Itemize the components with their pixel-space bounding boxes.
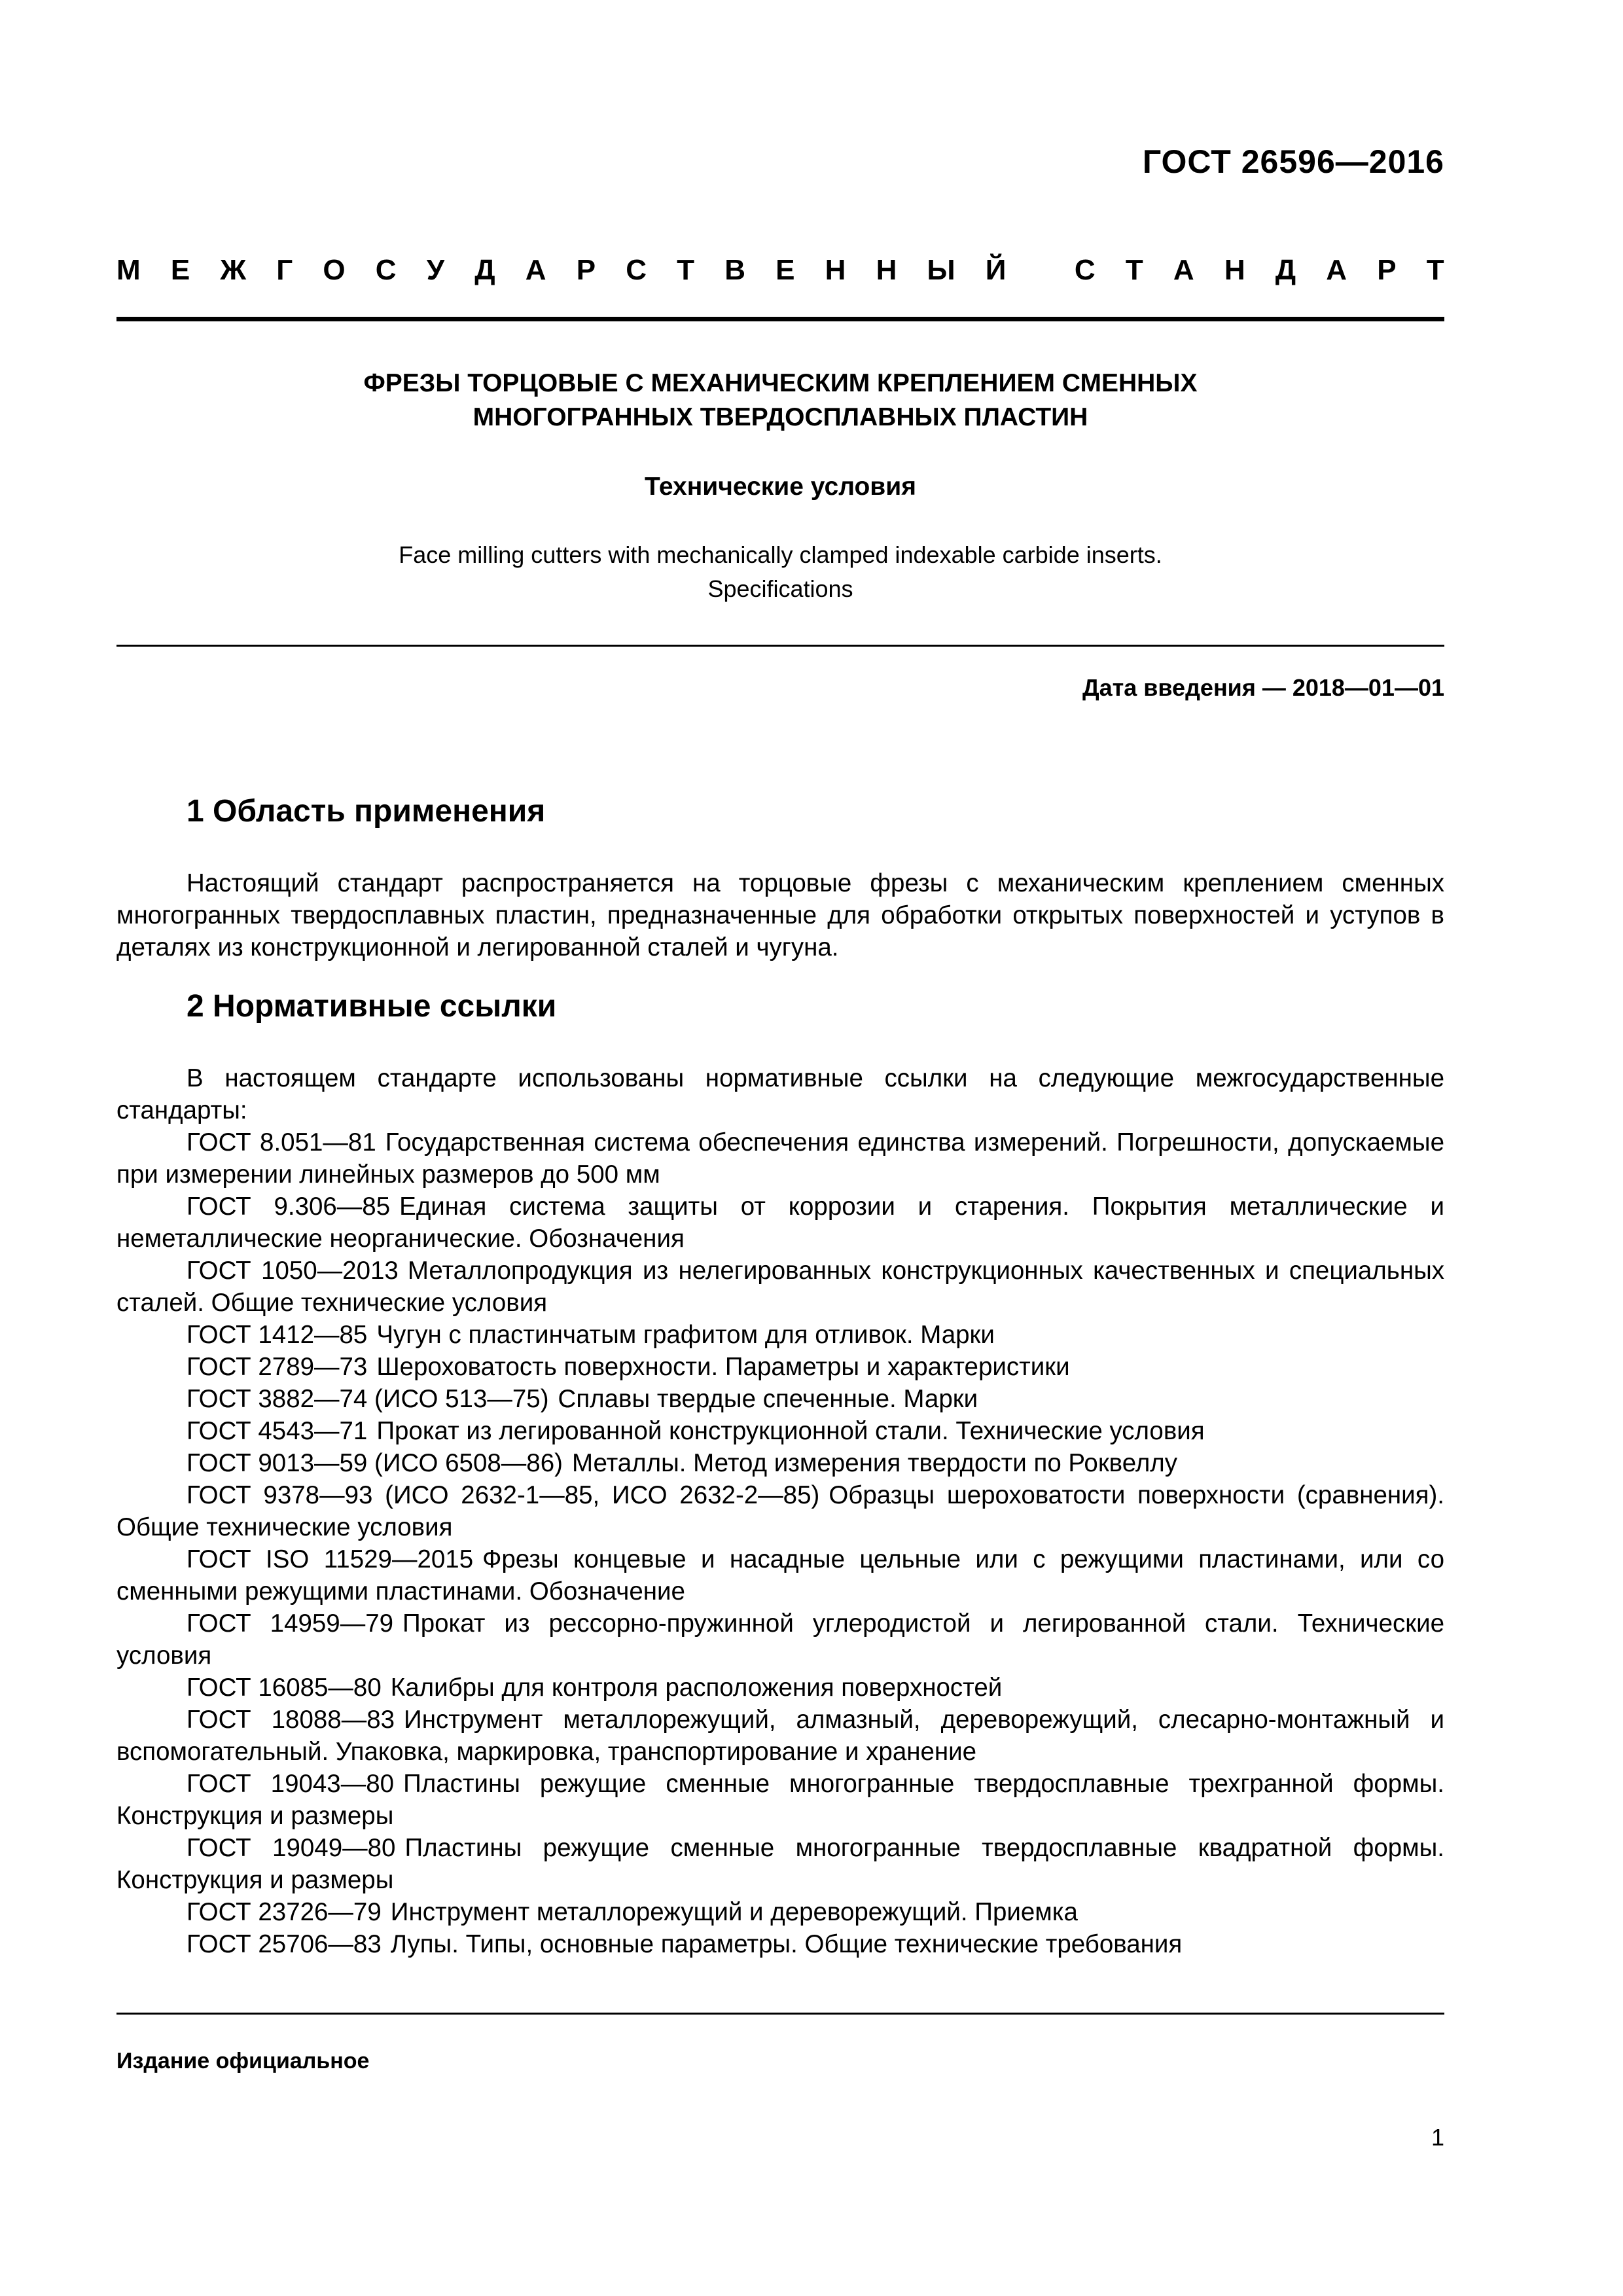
reference-code: ГОСТ 3882—74 (ИСО 513—75) <box>187 1385 549 1413</box>
section-1-text: Настоящий стандарт распространяется на торцовые фрезы с механическим креплением сменных многогранных твердосплавных пластин, предназначенные для обработки открытых поверхностей и уступов в деталях из конструкционной и легированной сталей и чугуна. <box>116 869 1444 961</box>
reference-code: ГОСТ 1050—2013 <box>187 1257 399 1285</box>
reference-item <box>116 1479 1444 1543</box>
title-line-1: ФРЕЗЫ ТОРЦОВЫЕ С МЕХАНИЧЕСКИМ КРЕПЛЕНИЕМ СМЕННЫХ <box>363 369 1198 397</box>
reference-item <box>116 1896 1444 1928</box>
english-title <box>116 538 1444 606</box>
reference-item <box>116 1832 1444 1896</box>
standard-type-letter <box>1037 254 1044 287</box>
reference-title: Пластины режущие сменные многогранные твердосплавные трехгранной формы. Конструкция и размеры <box>116 1770 1444 1830</box>
reference-item <box>116 1415 1444 1447</box>
reference-title: Единая система защиты от коррозии и старения. Покрытия металлические и неметаллические неорганические. Обозначения <box>116 1193 1444 1253</box>
reference-title: Государственная система обеспечения единства измерений. Погрешности, допускаемые при измерении линейных размеров до 500 мм <box>116 1128 1444 1189</box>
standard-type-letter: Т <box>1426 254 1444 286</box>
reference-item <box>116 1543 1444 1607</box>
section-2-intro: В настоящем стандарте использованы нормативные ссылки на следующие межгосударственные стандарты: <box>116 1064 1444 1124</box>
reference-title: Металлопродукция из нелегированных конструкционных качественных и специальных сталей. Общие технические условия <box>116 1257 1445 1317</box>
reference-code: ГОСТ 14959—79 <box>187 1609 394 1638</box>
standard-type-letter: Д <box>1275 254 1296 286</box>
reference-item <box>116 1672 1444 1704</box>
reference-item <box>116 1704 1444 1768</box>
standard-type-letter: Н <box>825 254 846 286</box>
reference-code: ГОСТ ISO 11529—2015 <box>187 1545 474 1573</box>
standard-type-heading <box>116 254 1444 287</box>
header-divider <box>116 317 1444 321</box>
title-line-2: МНОГОГРАННЫХ ТВЕРДОСПЛАВНЫХ ПЛАСТИН <box>473 403 1088 431</box>
reference-item <box>116 1447 1444 1479</box>
standard-type-letter: А <box>1173 254 1194 286</box>
reference-title: Чугун с пластинчатым графитом для отливок. Марки <box>376 1321 995 1349</box>
reference-code: ГОСТ 2789—73 <box>187 1353 368 1381</box>
standard-type-letter: Т <box>1125 254 1143 286</box>
standard-type-letter: Д <box>474 254 495 286</box>
normative-references <box>116 1062 1444 1960</box>
reference-title: Прокат из легированной конструкционной стали. Технические условия <box>376 1417 1205 1445</box>
section-1-heading: 1 Область применения <box>187 794 546 829</box>
reference-code: ГОСТ 19049—80 <box>187 1834 396 1862</box>
standard-type-letter: Т <box>677 254 695 286</box>
english-title-line-2: Specifications <box>707 575 853 602</box>
reference-title: Металлы. Метод измерения твердости по Роквеллу <box>571 1449 1178 1477</box>
reference-code: ГОСТ 8.051—81 <box>187 1128 376 1157</box>
official-edition-label: Издание официальное <box>116 2049 370 2073</box>
reference-item <box>116 1607 1444 1672</box>
reference-code: ГОСТ 19043—80 <box>187 1770 395 1798</box>
document-title <box>116 367 1444 435</box>
reference-item <box>116 1351 1444 1383</box>
standard-type-letter: С <box>375 254 397 286</box>
standard-type-letter: М <box>116 254 141 286</box>
reference-title: Лупы. Типы, основные параметры. Общие технические требования <box>390 1930 1183 1958</box>
standard-type-letter: Н <box>876 254 897 286</box>
standard-type-letter: А <box>1326 254 1347 286</box>
standard-type-letter: Г <box>276 254 293 286</box>
standard-type-letter: С <box>1074 254 1096 286</box>
reference-code: ГОСТ 25706—83 <box>187 1930 382 1958</box>
introduction-date: Дата введения — 2018—01—01 <box>1082 674 1444 701</box>
standard-type-letter: Р <box>1377 254 1397 286</box>
reference-title: Прокат из рессорно-пружинной углеродистой и легированной стали. Технические условия <box>116 1609 1444 1670</box>
reference-code: ГОСТ 16085—80 <box>187 1674 382 1702</box>
reference-code: ГОСТ 4543—71 <box>187 1417 368 1445</box>
reference-title: Шероховатость поверхности. Параметры и характеристики <box>376 1353 1070 1381</box>
reference-code: ГОСТ 9378—93 (ИСО 2632-1—85, ИСО 2632-2—85) <box>187 1481 820 1509</box>
english-title-line-1: Face milling cutters with mechanically clamped indexable carbide inserts. <box>399 541 1162 568</box>
reference-code: ГОСТ 23726—79 <box>187 1898 382 1926</box>
document-number: ГОСТ 26596—2016 <box>1142 143 1444 180</box>
reference-title: Фрезы концевые и насадные цельные или с режущими пластинами, или со сменными режущими пластинами. Обозначение <box>116 1545 1444 1605</box>
reference-item <box>116 1126 1444 1191</box>
standard-type-letter: Р <box>576 254 596 286</box>
standard-type-letter: Е <box>776 254 795 286</box>
standard-type-letter: О <box>323 254 346 286</box>
standard-type-letter: В <box>724 254 745 286</box>
reference-item <box>116 1191 1444 1255</box>
title-divider <box>116 645 1444 647</box>
standard-type-letter: Ж <box>220 254 247 286</box>
standard-type-letter: У <box>426 254 445 286</box>
reference-item <box>116 1768 1444 1832</box>
standard-type-letter: Е <box>170 254 190 286</box>
reference-title: Сплавы твердые спеченные. Марки <box>558 1385 978 1413</box>
reference-title: Инструмент металлорежущий и дереворежущий. Приемка <box>390 1898 1078 1926</box>
reference-code: ГОСТ 9013—59 (ИСО 6508—86) <box>187 1449 563 1477</box>
standard-type-letter: А <box>525 254 546 286</box>
reference-title: Инструмент металлорежущий, алмазный, дереворежущий, слесарно-монтажный и вспомогательный. Упаковка, маркировка, транспортирование и хранение <box>116 1706 1444 1766</box>
reference-code: ГОСТ 18088—83 <box>187 1706 395 1734</box>
reference-title: Образцы шероховатости поверхности (сравнения). Общие технические условия <box>116 1481 1445 1541</box>
page-number: 1 <box>1431 2124 1444 2151</box>
reference-code: ГОСТ 9.306—85 <box>187 1193 391 1221</box>
document-subtitle: Технические условия <box>644 473 916 501</box>
footer-divider <box>116 2013 1444 2015</box>
reference-item <box>116 1383 1444 1415</box>
reference-code: ГОСТ 1412—85 <box>187 1321 368 1349</box>
standard-type-letter: Н <box>1224 254 1245 286</box>
reference-item <box>116 1255 1444 1319</box>
reference-item <box>116 1319 1444 1351</box>
reference-title: Калибры для контроля расположения поверхностей <box>390 1674 1003 1702</box>
standard-type-letter: С <box>626 254 647 286</box>
reference-item <box>116 1928 1444 1960</box>
section-2-heading: 2 Нормативные ссылки <box>187 989 557 1024</box>
standard-type-letter: Й <box>985 254 1007 286</box>
standard-type-letter: Ы <box>927 254 955 286</box>
reference-title: Пластины режущие сменные многогранные твердосплавные квадратной формы. Конструкция и размеры <box>116 1834 1444 1894</box>
